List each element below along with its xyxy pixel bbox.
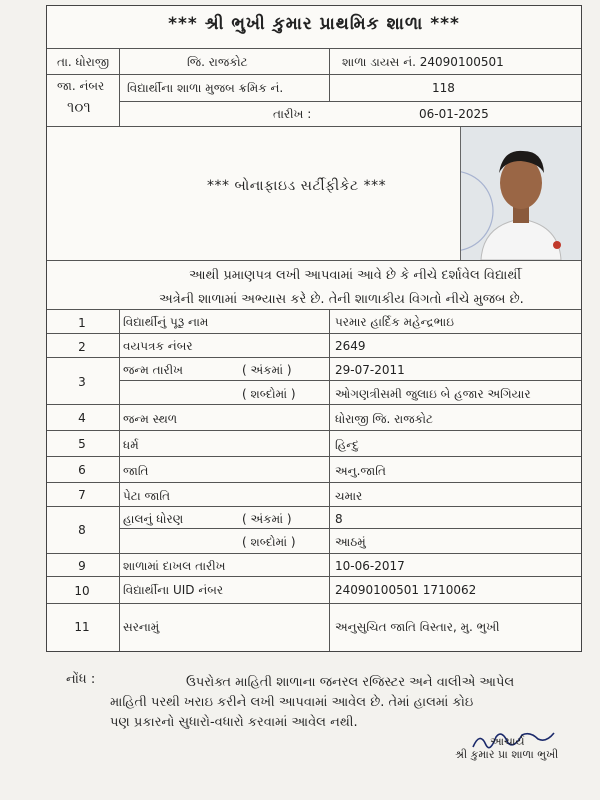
divider — [47, 260, 581, 261]
row-label: વયપત્રક નંબર — [123, 339, 193, 353]
divider — [47, 309, 581, 310]
row-label: પેટા જાતિ — [123, 489, 171, 503]
notes-line-2: માહિતી પરથી ખરાઇ કરીને લખી આપવામાં આવેલ છે. તેમાં હાલમાં કોઇ — [110, 695, 474, 710]
person-photo-icon — [461, 127, 581, 260]
divider — [47, 506, 581, 507]
row-sub-label: ( શબ્દોમાં ) — [242, 387, 296, 401]
divider — [47, 456, 581, 457]
row-label: સરનામું — [123, 620, 160, 634]
row-value: અનુસુચિત જાતિ વિસ્તાર, મુ. ભુખી — [335, 620, 500, 634]
divider — [119, 309, 120, 651]
row-number: 3 — [78, 375, 86, 389]
row-label: જન્મ તારીખ — [123, 363, 184, 377]
divider — [329, 309, 330, 651]
register-label: વિદ્યાર્થીના શાળા મુજબ ક્રમિક નં. — [127, 81, 284, 95]
row-number: 10 — [74, 584, 90, 598]
divider — [119, 101, 581, 102]
notes-line-3: પણ પ્રકારનો સુધારો-વધારો કરવામાં આવેલ નથી. — [110, 715, 358, 730]
row-value: 8 — [335, 512, 343, 526]
row-value: આઠમું — [335, 535, 366, 549]
divider — [47, 333, 581, 334]
jav-number-label: જા. નંબર — [57, 79, 105, 93]
signature-title: આચાર્ય — [490, 735, 525, 748]
row-value: ચમાર — [335, 489, 363, 503]
row-number: 8 — [78, 523, 86, 537]
row-value: પરમાર હાર્દિક મહેન્દ્રભાઇ — [335, 315, 454, 329]
row-number: 7 — [78, 488, 86, 502]
row-label: જન્મ સ્થળ — [123, 412, 178, 426]
row-sub-label: ( અંકમાં ) — [242, 512, 292, 526]
divider — [47, 357, 581, 358]
row-label: હાલનું ધોરણ — [123, 512, 184, 526]
dise-number: શાળા ડાયસ નં. 24090100501 — [342, 55, 504, 69]
certificate-title: *** બોનાફાઇડ સર્ટીફીકેટ *** — [207, 178, 387, 194]
row-value: 24090100501 1710062 — [335, 583, 477, 597]
row-value: અનુ.જાતિ — [335, 464, 386, 478]
jav-number-value: ૧૦૧ — [67, 98, 91, 116]
row-label: જાતિ — [123, 464, 149, 478]
student-photo — [460, 127, 581, 260]
notes-label: નોંધ : — [66, 672, 96, 687]
row-value: 2649 — [335, 339, 366, 353]
row-label: શાળામાં દાખલ તારીખ — [123, 559, 226, 573]
divider — [47, 576, 581, 577]
row-value: 10-06-2017 — [335, 559, 405, 573]
row-number: 4 — [78, 411, 86, 425]
row-number: 2 — [78, 340, 86, 354]
register-value: 118 — [432, 81, 455, 95]
divider — [47, 430, 581, 431]
row-number: 9 — [78, 559, 86, 573]
certificate-sheet — [46, 5, 582, 652]
row-sub-label: ( શબ્દોમાં ) — [242, 535, 296, 549]
row-number: 11 — [74, 620, 90, 634]
divider — [119, 48, 120, 126]
divider — [47, 553, 581, 554]
divider — [47, 48, 581, 49]
row-value: ઓગણત્રીસમી જુલાઇ બે હજાર અગિયાર — [335, 387, 531, 401]
notes-line-1: ઉપરોક્ત માહિતી શાળાના જનરલ રજિસ્ટર અને વાલીએ આપેલ — [186, 675, 515, 690]
date-value: 06-01-2025 — [419, 107, 489, 121]
row-number: 5 — [78, 437, 86, 451]
divider — [47, 404, 581, 405]
intro-line-1: આથી પ્રમાણપત્ર લખી આપવામાં આવે છે કે નીચે દર્શાવેલ વિદ્યાર્થી — [189, 268, 522, 283]
row-number: 6 — [78, 463, 86, 477]
row-value: હિન્દુ — [335, 438, 359, 452]
divider — [119, 380, 581, 381]
row-sub-label: ( અંકમાં ) — [242, 363, 292, 377]
row-value: ધોરાજી જિ. રાજકોટ — [335, 412, 434, 426]
divider — [47, 482, 581, 483]
row-number: 1 — [78, 316, 86, 330]
school-title: *** શ્રી ભુખી કુમાર પ્રાથમિક શાળા *** — [168, 14, 460, 34]
row-value: 29-07-2011 — [335, 363, 405, 377]
date-label: તારીખ : — [273, 107, 312, 121]
taluka: તા. ધોરાજી — [57, 55, 110, 69]
divider — [119, 528, 581, 529]
divider — [329, 48, 330, 101]
row-label: વિદ્યાર્થીનું પૂરૂ નામ — [123, 315, 209, 329]
district: જિ. રાજકોટ — [187, 55, 248, 69]
signature-school: શ્રી કુમાર પ્રા શાળા ભુખી — [455, 748, 559, 761]
row-label: ધર્મ — [123, 438, 139, 452]
divider — [47, 603, 581, 604]
divider — [47, 74, 581, 75]
intro-line-2: અત્રેની શાળામાં અભ્યાસ કરે છે. તેની શાળાકીય વિગતો નીચે મુજબ છે. — [159, 292, 524, 307]
row-label: વિદ્યાર્થીના UID નંબર — [123, 583, 224, 597]
